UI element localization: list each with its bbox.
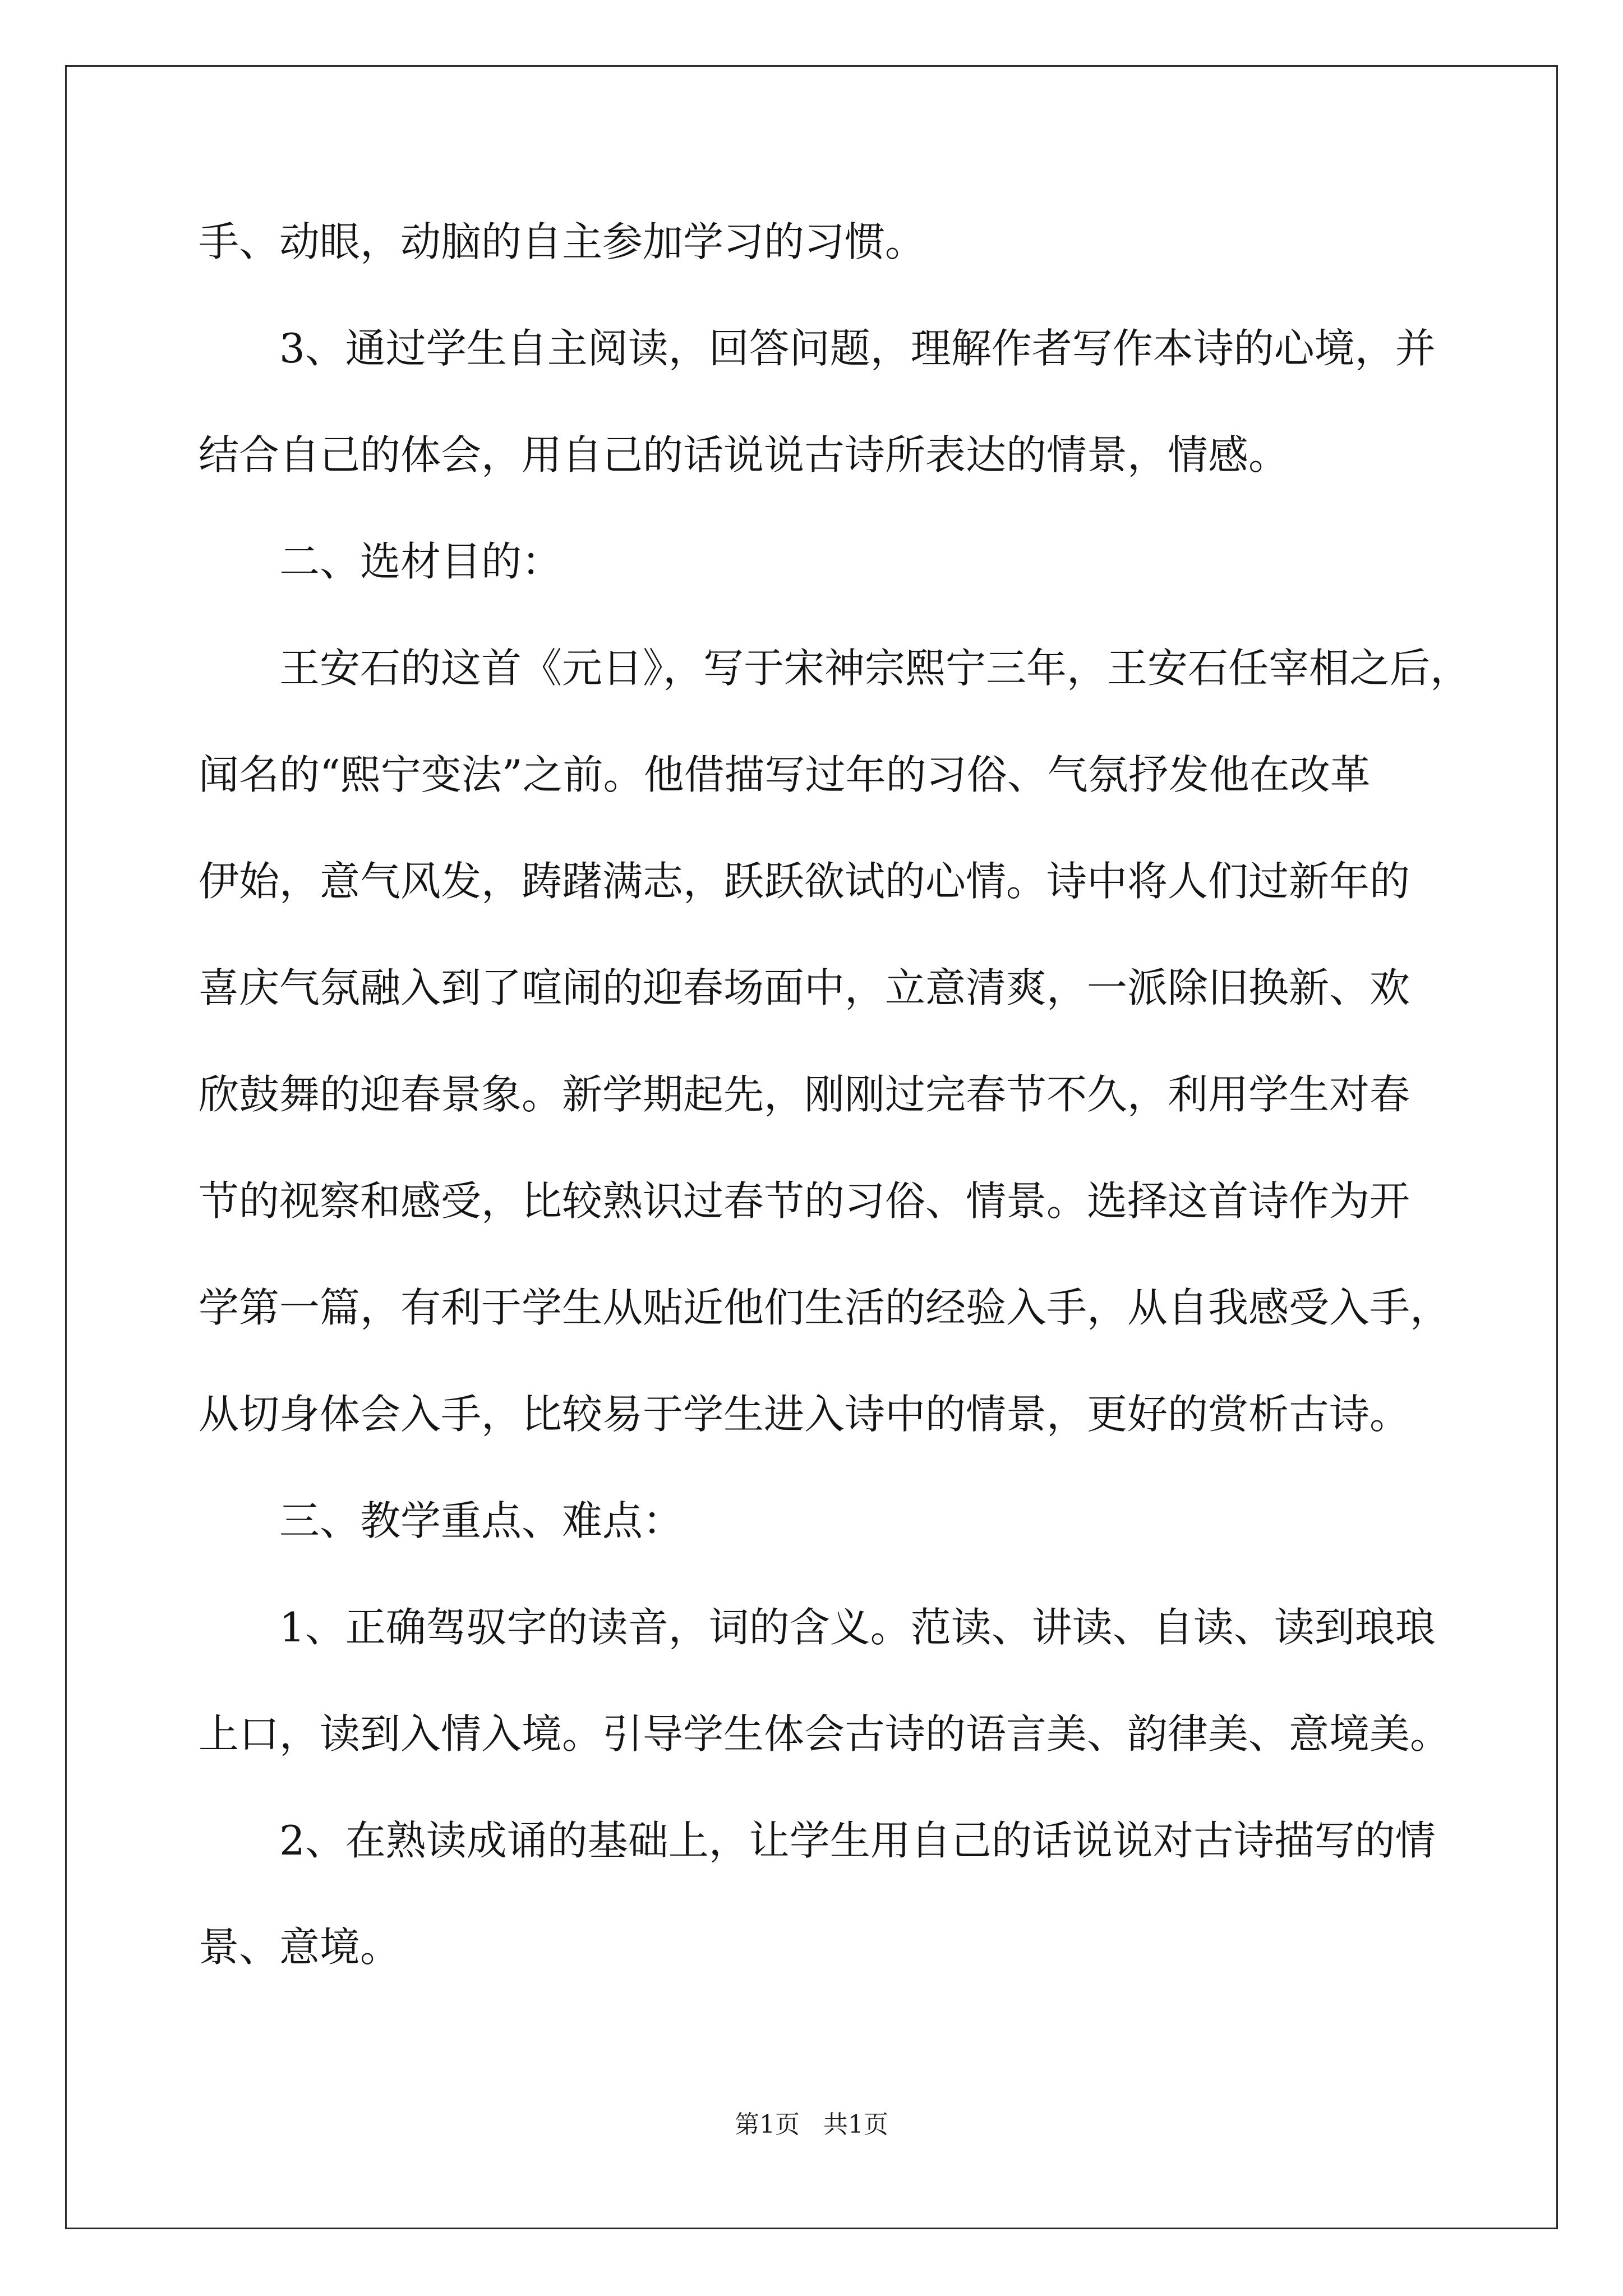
page-number: 第1页 xyxy=(735,2110,800,2139)
text-line: 闻名的“熙宁变法”之前。他借描写过年的习俗、气氛抒发他在改革 xyxy=(199,751,1371,798)
text-line: 欣鼓舞的迎春景象。新学期起先，刚刚过完春节不久，利用学生对春 xyxy=(199,1071,1410,1118)
text-line: 学第一篇，有利于学生从贴近他们生活的经验入手，从自我感受入手， xyxy=(199,1284,1451,1331)
text-line: 上口，读到入情入境。引导学生体会古诗的语言美、韵律美、意境美。 xyxy=(199,1710,1451,1757)
text-line: 节的视察和感受，比较熟识过春节的习俗、情景。选择这首诗作为开 xyxy=(199,1177,1410,1225)
text-line: 3、通过学生自主阅读，回答问题，理解作者写作本诗的心境，并 xyxy=(279,325,1436,372)
text-line: 2、在熟读成诵的基础上，让学生用自己的话说说对古诗描写的情 xyxy=(279,1817,1436,1864)
text-line: 王安石的这首《元日》，写于宋神宗熙宁三年，王安石任宰相之后， xyxy=(279,645,1471,692)
text-line: 从切身体会入手，比较易于学生进入诗中的情景，更好的赏析古诗。 xyxy=(199,1391,1410,1438)
text-line: 伊始，意气风发，踌躇满志，跃跃欲试的心情。诗中将人们过新年的 xyxy=(199,858,1410,905)
text-line: 手、动眼，动脑的自主参加学习的习惯。 xyxy=(199,218,926,265)
page-footer xyxy=(0,2108,1623,2142)
section-heading: 三、教学重点、难点： xyxy=(279,1497,684,1544)
text-line: 喜庆气氛融入到了喧闹的迎春场面中，立意清爽，一派除旧换新、欢 xyxy=(199,964,1410,1011)
page-border xyxy=(65,65,1558,2229)
section-heading: 二、选材目的： xyxy=(279,538,562,585)
text-line: 1、正确驾驭字的读音，词的含义。范读、讲读、自读、读到琅琅 xyxy=(279,1604,1436,1651)
page-total: 共1页 xyxy=(823,2110,888,2139)
text-line: 结合自己的体会，用自己的话说说古诗所表达的情景，情感。 xyxy=(199,431,1289,478)
text-line: 景、意境。 xyxy=(199,1924,401,1971)
